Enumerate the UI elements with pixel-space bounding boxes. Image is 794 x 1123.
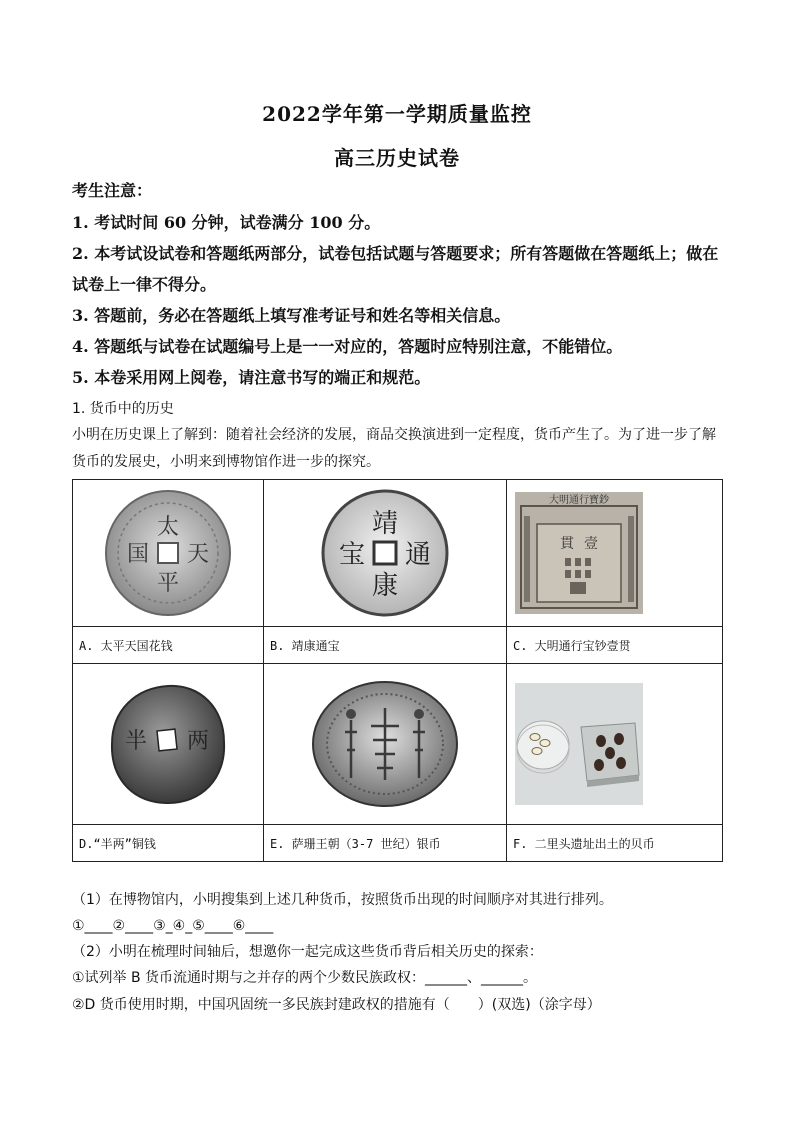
sub-question-2: （2）小明在梳理时间轴后，想邀你一起完成这些货币背后相关历史的探索： [72,944,543,960]
sub-question-1-blanks[interactable]: ①____②____③_④_⑤____⑥____ [72,918,274,934]
notice-item-2-cont: 试卷上一律不得分。 [72,275,217,294]
question-intro-line1: 小明在历史课上了解到：随着社会经济的发展，商品交换演进到一定程度，货币产生了。为了进一步了解 [72,427,716,443]
coin-b-char-3: 通 [404,540,432,570]
coin-d-char-2: 两 [186,728,210,754]
coin-f-image [507,664,722,824]
coin-d-char-1: 半 [124,728,148,754]
coin-f-cell [507,664,723,825]
coin-c-char-1: 壹 [584,536,598,552]
sub-question-1: （1）在博物馆内，小明搜集到上述几种货币，按照货币出现的时间顺序对其进行排列。 [72,892,613,908]
coin-a-caption: A. 太平天国花钱 [73,627,264,664]
coin-c-header: 大明通行寶鈔 [549,495,609,506]
coin-c-image [507,480,722,626]
coin-a-char-3: 天 [186,542,210,567]
coin-b-char-1: 靖 [371,509,399,539]
coin-b-cell [264,480,507,627]
notice-item-4: 4. 答题纸与试卷在试题编号上是一一对应的，答题时应特别注意，不能错位。 [72,337,623,356]
coin-d-cell [73,664,264,825]
coin-c-caption: C. 大明通行宝钞壹贯 [507,627,723,664]
coin-a-char-1: 太 [156,515,180,540]
notice-item-3: 3. 答题前，务必在答题纸上填写准考证号和姓名等相关信息。 [72,306,511,325]
coin-a-cell [73,480,264,627]
coin-b-char-4: 宝 [338,540,366,570]
coin-b-char-2: 康 [371,571,399,601]
coin-b-image [264,480,506,626]
sub-question-2-part-1[interactable]: ①试列举 B 货币流通时期与之并存的两个少数民族政权：______、______。 [72,970,538,986]
coin-a-char-2: 平 [156,571,180,596]
coin-a-char-4: 国 [126,542,150,567]
exam-subtitle: 高三历史试卷 [334,146,460,170]
notice-item-1: 1. 考试时间 60 分钟，试卷满分 100 分。 [72,213,381,232]
notice-heading: 考生注意： [72,181,153,200]
coin-a-image [73,480,263,626]
coin-c-char-2: 貫 [560,536,574,552]
exam-title: 2022学年第一学期质量监控 [262,102,532,126]
coin-e-image [264,664,506,824]
coin-e-caption: E. 萨珊王朝（3-7 世纪）银币 [264,825,507,862]
coin-d-image [73,664,263,824]
question-intro-line2: 货币的发展史，小明来到博物馆作进一步的探究。 [72,454,380,470]
coin-table [72,479,723,862]
coin-e-cell [264,664,507,825]
coin-d-caption: D.“半两”铜钱 [73,825,264,862]
sub-question-2-part-2[interactable]: ②D 货币使用时期，中国巩固统一多民族封建政权的措施有（ ）(双选)（涂字母） [72,997,601,1013]
coin-b-caption: B. 靖康通宝 [264,627,507,664]
notice-item-5: 5. 本卷采用网上阅卷，请注意书写的端正和规范。 [72,368,431,387]
notice-item-2: 2. 本考试设试卷和答题纸两部分，试卷包括试题与答题要求；所有答题做在答题纸上；做在 [72,244,719,263]
coin-f-caption: F. 二里头遗址出土的贝币 [507,825,723,862]
coin-c-cell [507,480,723,627]
question-title: 1. 货币中的历史 [72,401,174,417]
